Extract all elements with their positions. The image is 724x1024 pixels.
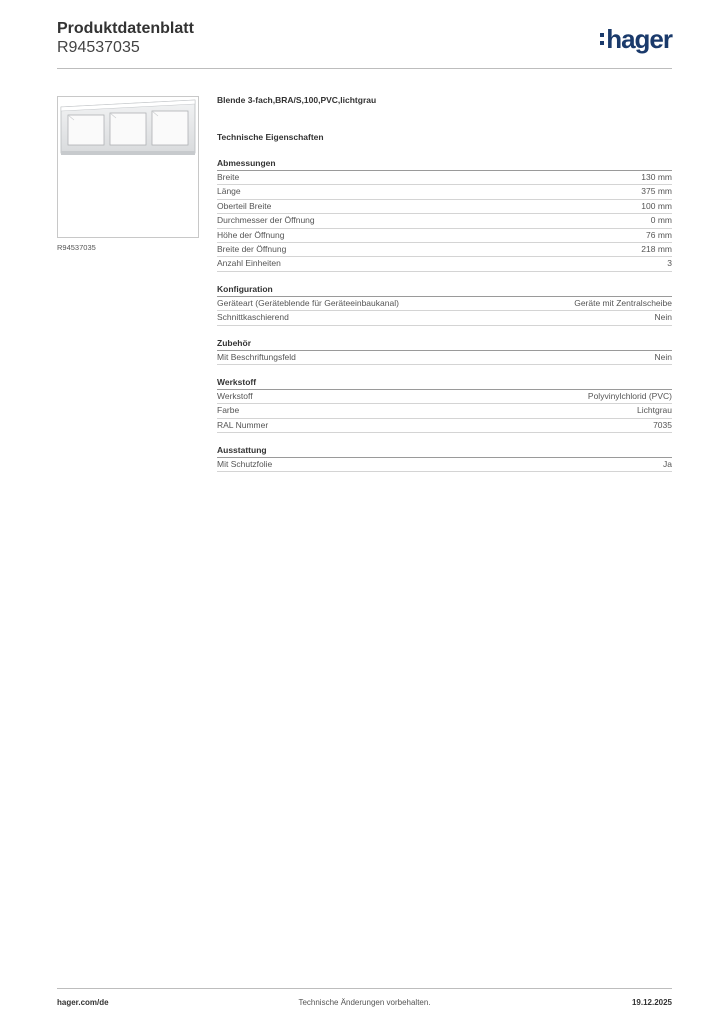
footer-website: hager.com/de	[57, 998, 109, 1007]
document-title: Produktdatenblatt	[57, 20, 194, 37]
table-row	[217, 214, 672, 228]
logo-dots-icon	[600, 31, 604, 47]
row-value: 218 mm	[641, 243, 672, 254]
row-value: Nein	[654, 312, 672, 323]
section-abmessungen	[217, 158, 672, 272]
row-label: Anzahl Einheiten	[217, 258, 281, 269]
table-row	[217, 458, 672, 472]
table-row	[217, 297, 672, 311]
section-zubehoer	[217, 338, 672, 365]
row-value: Geräte mit Zentralscheibe	[574, 297, 672, 308]
product-image	[57, 96, 199, 238]
row-value: Nein	[654, 351, 672, 362]
row-value: 0 mm	[650, 215, 672, 226]
row-label: RAL Nummer	[217, 419, 269, 430]
section-konfiguration	[217, 284, 672, 326]
table-row	[217, 171, 672, 185]
document-number: R94537035	[57, 39, 140, 56]
table-row	[217, 185, 672, 199]
section-title: Abmessungen	[217, 158, 672, 171]
section-title: Werkstoff	[217, 377, 672, 390]
table-row	[217, 404, 672, 418]
footer-divider	[57, 988, 672, 989]
row-label: Breite der Öffnung	[217, 243, 287, 254]
section-title: Ausstattung	[217, 445, 672, 458]
row-value: Lichtgrau	[637, 405, 672, 416]
triple-frame-plate-image	[58, 97, 198, 237]
image-caption: R94537035	[57, 243, 96, 252]
footer-date: 19.12.2025	[631, 998, 672, 1007]
header-divider	[57, 68, 672, 69]
row-label: Werkstoff	[217, 390, 253, 401]
table-row	[217, 419, 672, 433]
section-title: Konfiguration	[217, 284, 672, 297]
product-details	[217, 95, 672, 484]
section-title: Zubehör	[217, 338, 672, 351]
table-row	[217, 311, 672, 325]
logo-text: hager	[606, 24, 672, 54]
row-label: Schnittkaschierend	[217, 312, 289, 323]
row-value: 7035	[653, 419, 672, 430]
section-ausstattung	[217, 445, 672, 472]
row-label: Breite	[217, 172, 240, 182]
table-row	[217, 257, 672, 271]
row-value: 3	[667, 258, 672, 269]
table-row	[217, 390, 672, 404]
row-label: Länge	[217, 186, 241, 197]
product-description: Blende 3-fach,BRA/S,100,PVC,lichtgrau	[217, 95, 377, 105]
technical-properties-heading: Technische Eigenschaften	[217, 132, 324, 142]
section-werkstoff	[217, 377, 672, 433]
row-label: Durchmesser der Öffnung	[217, 215, 315, 226]
row-label: Mit Beschriftungsfeld	[217, 351, 296, 362]
page-header	[57, 20, 672, 70]
table-row	[217, 243, 672, 257]
row-label: Oberteil Breite	[217, 200, 272, 211]
row-label: Mit Schutzfolie	[217, 459, 273, 470]
row-value: Polyvinylchlorid (PVC)	[587, 390, 672, 401]
table-row	[217, 351, 672, 365]
row-label: Geräteart (Geräteblende für Geräteeinbaukanal)	[217, 297, 399, 308]
row-value: 76 mm	[646, 229, 672, 240]
hager-logo	[600, 26, 672, 52]
row-label: Höhe der Öffnung	[217, 229, 285, 240]
footer-notice: Technische Änderungen vorbehalten.	[298, 998, 431, 1007]
row-value: 375 mm	[641, 186, 672, 197]
row-value: Ja	[663, 459, 672, 470]
table-row	[217, 200, 672, 214]
table-row	[217, 229, 672, 243]
row-value: 130 mm	[641, 172, 672, 182]
row-value: 100 mm	[641, 200, 672, 211]
row-label: Farbe	[217, 405, 240, 416]
